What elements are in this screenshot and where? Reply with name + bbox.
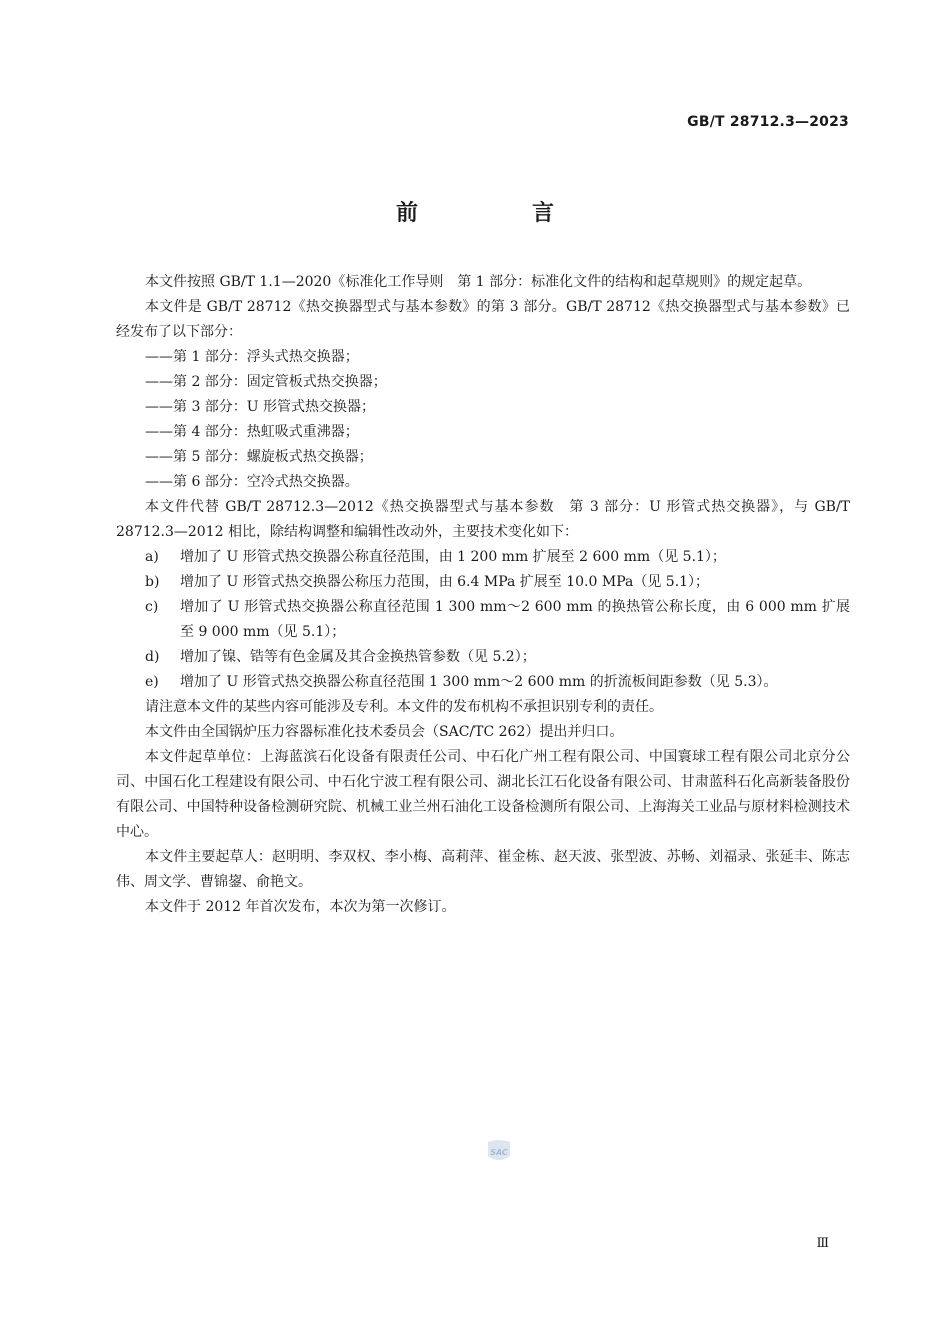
list-item: ——第 5 部分：螺旋板式热交换器；: [145, 449, 373, 465]
list-item: [116, 570, 850, 595]
changes-list: [116, 545, 850, 695]
page-number: Ⅲ: [816, 1236, 829, 1251]
foreword-body: [116, 270, 850, 920]
list-item: [116, 545, 850, 570]
list-item: ——第 3 部分：U 形管式热交换器；: [145, 399, 376, 415]
paragraph-drafting-rules: 本文件按照 GB/T 1.1—2020《标准化工作导则 第 1 部分：标准化文件的结构和起草规则》的规定起草。: [145, 274, 812, 290]
paragraph-drafters: 本文件主要起草人：赵明明、李双权、李小梅、高莉萍、崔金栋、赵天波、张型波、苏畅、刘福录、张延丰、陈志伟、周文学、曹锦鋆、俞艳文。: [116, 849, 850, 890]
standard-code: GB/T 28712.3—2023: [687, 114, 849, 130]
list-marker: c): [145, 599, 159, 615]
list-marker: e): [145, 674, 159, 690]
list-marker: b): [145, 574, 160, 590]
list-text: 增加了 U 形管式热交换器公称压力范围，由 6.4 MPa 扩展至 10.0 MPa（见 5.1）；: [180, 574, 710, 590]
paragraph-part-intro: 本文件是 GB/T 28712《热交换器型式与基本参数》的第 3 部分。GB/T 28712《热交换器型式与基本参数》已经发布了以下部分：: [116, 299, 850, 340]
list-item: ——第 4 部分：热虹吸式重沸器；: [145, 424, 359, 440]
list-marker: a): [145, 549, 159, 565]
paragraph-replaces: 本文件代替 GB/T 28712.3—2012《热交换器型式与基本参数 第 3 部分：U 形管式热交换器》，与 GB/T 28712.3—2012 相比，除结构调整和编辑性改动外，主要技术变化如下：: [116, 499, 850, 540]
page-title: 前 言: [395, 201, 600, 226]
list-marker: d): [145, 649, 160, 665]
list-text: 增加了 U 形管式热交换器公称直径范围 1 300 mm～2 600 mm 的换热管公称长度，由 6 000 mm 扩展至 9 000 mm（见 5.1）；: [180, 599, 850, 640]
paragraph-committee: 本文件由全国锅炉压力容器标准化技术委员会（SAC/TC 262）提出并归口。: [145, 724, 624, 740]
paragraph-drafting-units: 本文件起草单位：上海蓝滨石化设备有限责任公司、中石化广州工程有限公司、中国寰球工程有限公司北京分公司、中国石化工程建设有限公司、中石化宁波工程有限公司、湖北长江石化设备有限公司、甘肃蓝科石化高新装备股份有限公司、中国特种设备检测研究院、机械工业兰州石油化工设备检测所有限公司、上海海关工业品与原材料检测技术中心。: [116, 749, 850, 840]
list-item: [116, 595, 850, 645]
list-item: [116, 645, 850, 670]
paragraph-history: 本文件于 2012 年首次发布，本次为第一次修订。: [145, 899, 456, 915]
paragraph-patent-notice: 请注意本文件的某些内容可能涉及专利。本文件的发布机构不承担识别专利的责任。: [145, 699, 663, 715]
list-item: ——第 2 部分：固定管板式热交换器；: [145, 374, 387, 390]
list-text: 增加了镍、锆等有色金属及其合金换热管参数（见 5.2）；: [180, 649, 536, 665]
list-item: ——第 1 部分：浮头式热交换器；: [145, 349, 359, 365]
list-text: 增加了 U 形管式热交换器公称直径范围 1 300 mm～2 600 mm 的折流板间距参数（见 5.3）。: [180, 674, 778, 690]
list-text: 增加了 U 形管式热交换器公称直径范围，由 1 200 mm 扩展至 2 600 mm（见 5.1）；: [180, 549, 726, 565]
sac-watermark-logo: [484, 1138, 514, 1164]
list-item: [116, 670, 850, 695]
parts-list: [116, 345, 850, 495]
list-item: ——第 6 部分：空冷式热交换器。: [145, 474, 359, 490]
watermark-text: SAC: [490, 1148, 508, 1157]
